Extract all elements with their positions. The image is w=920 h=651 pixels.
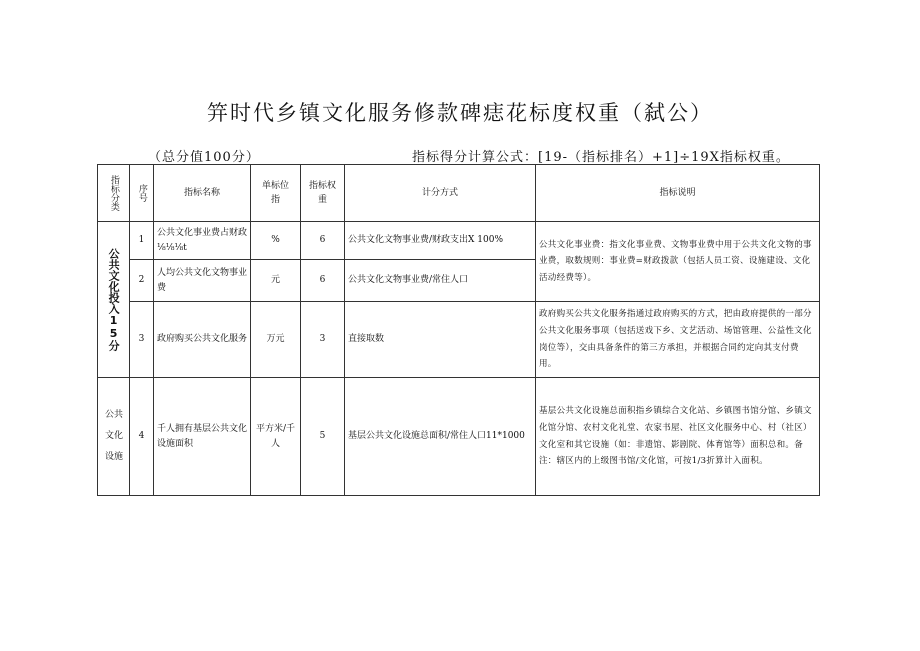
category-cell-investment: 公共文化投入15分 [98, 222, 130, 378]
row-name: 人均公共文化文物事业费 [154, 260, 251, 302]
header-unit: 单标位指 [251, 165, 301, 222]
shared-desc-cell: 公共文化事业费：指文化事业费、文物事业费中用于公共文化文物的事业费，取数规则：事业费=财政拨款（包括人员工资、设施建设、文化活动经费等）。 [536, 222, 820, 302]
row-unit: 元 [251, 260, 301, 302]
row-seq: 1 [130, 222, 154, 260]
category-cell-facilities: 公共文化设施 [98, 378, 130, 496]
table-header-row [98, 165, 820, 222]
total-score-label: （总分值100分） [148, 150, 260, 165]
row-method: 公共文化文物事业费/财政支出X 100% [345, 222, 536, 260]
table-row [98, 222, 820, 260]
header-desc: 指标说明 [536, 165, 820, 222]
header-category: 指标分类 [98, 165, 130, 222]
table-row [98, 378, 820, 496]
row-seq: 2 [130, 260, 154, 302]
row-desc: 基层公共文化设施总面积指乡镇综合文化站、乡镇图书馆分馆、乡镇文化馆分馆、农村文化礼堂、农家书屋、社区文化服务中心、村（社区）文化室和其它设施（如：非遗馆、影剧院、体育馆等）面积总和。备注：辖区内的上级图书馆/文化馆，可按1/3折算计入面积。 [536, 378, 820, 496]
row-seq: 3 [130, 302, 154, 378]
row-unit: % [251, 222, 301, 260]
score-formula: 指标得分计算公式：[19-（指标排名）+1]÷19X指标权重。 [412, 150, 790, 165]
row-weight: 5 [301, 378, 345, 496]
row-desc: 政府购买公共文化服务指通过政府购买的方式，把由政府提供的一部分公共文化服务事项（包括送戏下乡、文艺活动、场馆管理、公益性文化岗位等），交由具备条件的第三方承担，并根据合同约定向其支付费用。 [536, 302, 820, 378]
row-weight: 3 [301, 302, 345, 378]
row-unit: 平方米/千人 [251, 378, 301, 496]
header-method: 计分方式 [345, 165, 536, 222]
table-row [98, 302, 820, 378]
row-weight: 6 [301, 260, 345, 302]
row-weight: 6 [301, 222, 345, 260]
header-name: 指标名称 [154, 165, 251, 222]
document-title: 笄时代乡镇文化服务修款碑痣花标度权重（弑公） [207, 101, 713, 125]
row-name: 政府购买公共文化服务 [154, 302, 251, 378]
row-name: 千人拥有基层公共文化设施面积 [154, 378, 251, 496]
indicator-table [97, 164, 820, 496]
row-name: 公共文化事业费占财政⅛⅛⅛t [154, 222, 251, 260]
row-unit: 万元 [251, 302, 301, 378]
row-method: 直接取数 [345, 302, 536, 378]
header-seq: 序号 [130, 165, 154, 222]
row-seq: 4 [130, 378, 154, 496]
header-weight: 指标权重 [301, 165, 345, 222]
row-method: 公共文化文物事业费/常住人口 [345, 260, 536, 302]
row-method: 基层公共文化设施总面积/常住人口11*1000 [345, 378, 536, 496]
